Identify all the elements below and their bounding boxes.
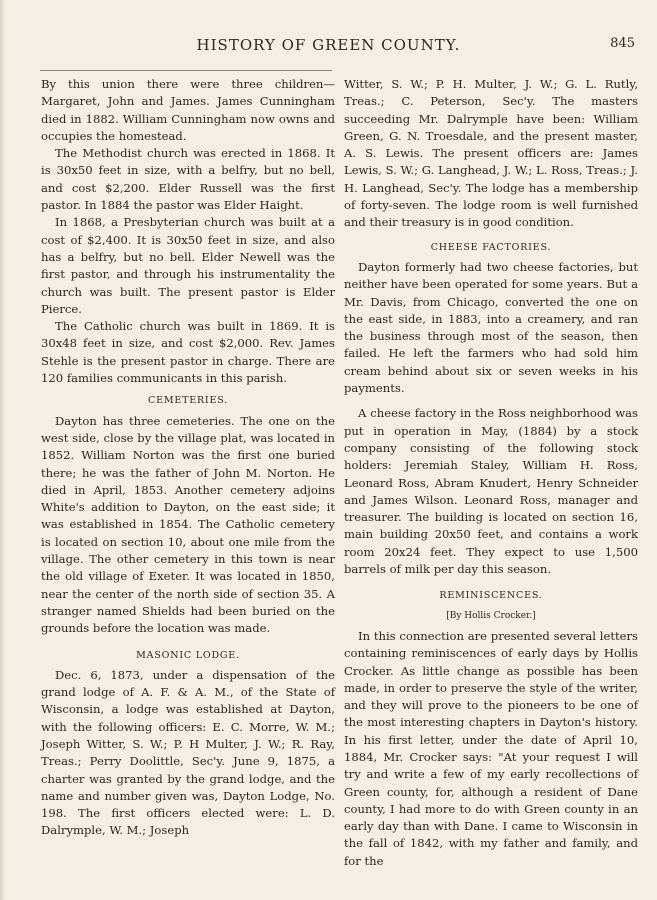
paragraph: By this union there were three children—Margaret, John and James. James Cunningham died in 1882. William Cunningham now owns and occupies the homestead.	[41, 77, 335, 143]
paragraph: Dec. 6, 1873, under a dispensation of the grand lodge of A. F. & A. M., of the State of Wisconsin, a lodge was established at Dayton, with the following officers: E. C. Morre, W. M.; Joseph Witter, S. W.; P. H Multer, J. W.; R. Ray, Treas.; Perry Doolittle, Sec'y. June 9, 1875, a charter was granted by the grand lodge, and the name and number given was, Dayton Lodge, No. 198. The first officers elected were: L. D. Dalrymple, W. M.; Joseph	[41, 667, 335, 838]
paragraph: Dayton has three cemeteries. The one on the west side, close by the village plat, was located in 1852. William Norton was the first one buried there; he was the father of John M. Norton. He died in April, 1853. Another cemetery adjoins White's addition to Dayton, on the east side; it was established in 1854. The Catholic cemetery is located on section 10, about one mile from the village. The other cemetery in this town is near the old village of Exeter. It was located in 1850, near the center of the north side of section 35. A stranger named Shields had been buried on the grounds before the location was made.	[41, 413, 335, 636]
page-number: 845	[610, 36, 635, 51]
left-column	[41, 76, 335, 840]
right-column	[344, 76, 638, 870]
paragraph: Witter, S. W.; P. H. Multer, J. W.; G. L. Rutly, Treas.; C. Peterson, Sec'y. The masters succeeding Mr. Dalrymple have been: William Green, G. N. Troesdale, and the present master, A. S. Lewis. The present officers are: James Lewis, S. W.; G. Langhead, J. W.; L. Ross, Treas.; J. H. Langhead, Sec'y. The lodge has a membership of forty-seven. The lodge room is well furnished and their treasury is in good condition.	[344, 77, 638, 230]
section-heading-masonic: MASONIC LODGE.	[136, 649, 240, 661]
running-title: HISTORY OF GREEN COUNTY.	[196, 36, 461, 54]
section-heading-cemeteries: CEMETERIES.	[148, 395, 228, 407]
section-heading-reminiscences: REMINISCENCES.	[439, 590, 543, 602]
paragraph: The Catholic church was built in 1869. It is 30x48 feet in size, and cost $2,000. Rev. James Stehle is the present pastor in charge. There are 120 families communicants in this parish.	[41, 319, 335, 386]
section-heading-cheese: CHEESE FACTORIES.	[430, 241, 552, 253]
paragraph: In this connection are presented several letters containing reminiscences of early days by Hollis Crocker. As little change as possible has been made, in order to preserve the style of the writer, and they will prove to the pioneers to be one of the most interesting chapters in Dayton's history. In his first letter, under the date of April 10, 1884, Mr. Crocker says: "At your request I will try and write a few of my early recollections of Green county, for, although a resident of Dane county, I had more to do with Green county in an early day than with Dane. I came to Wisconsin in the fall of 1842, with my father and family, and for the	[344, 628, 638, 868]
paragraph: In 1868, a Presbyterian church was built at a cost of $2,400. It is 30x50 feet in size, and also has a belfry, but no bell. Elder Newell was the first pastor, and through his instrumentality the church was built. The present pastor is Elder Pierce.	[41, 215, 335, 316]
paragraph: The Methodist church was erected in 1868. It is 30x50 feet in size, with a belfry, but no bell, and cost $2,200. Elder Russell was the first pastor. In 1884 the pastor was Elder Haight.	[41, 146, 335, 213]
header-rule	[40, 70, 332, 71]
byline: [By Hollis Crocker.]	[446, 610, 536, 621]
paragraph: A cheese factory in the Ross neighborhood was put in operation in May, (1884) by a stock company consisting of the following stock holders: Jeremiah Staley, William H. Ross, Leonard Ross, Abram Knudert, Henry Schneider and James Wilson. Leonard Ross, manager and treasurer. The building is located on section 16, main building 20x50 feet, and contains a work room 20x24 feet. They expect to use 1,500 barrels of milk per day this season.	[344, 406, 638, 577]
page-edge-shadow	[0, 0, 6, 900]
paragraph: Dayton formerly had two cheese factories, but neither have been operated for some years. But a Mr. Davis, from Chicago, converted the one on the east side, in 1883, into a creamery, and ran the business through most of the season, then failed. He left the farmers who had sold him cream behind about six or seven weeks in his payments.	[344, 259, 638, 396]
